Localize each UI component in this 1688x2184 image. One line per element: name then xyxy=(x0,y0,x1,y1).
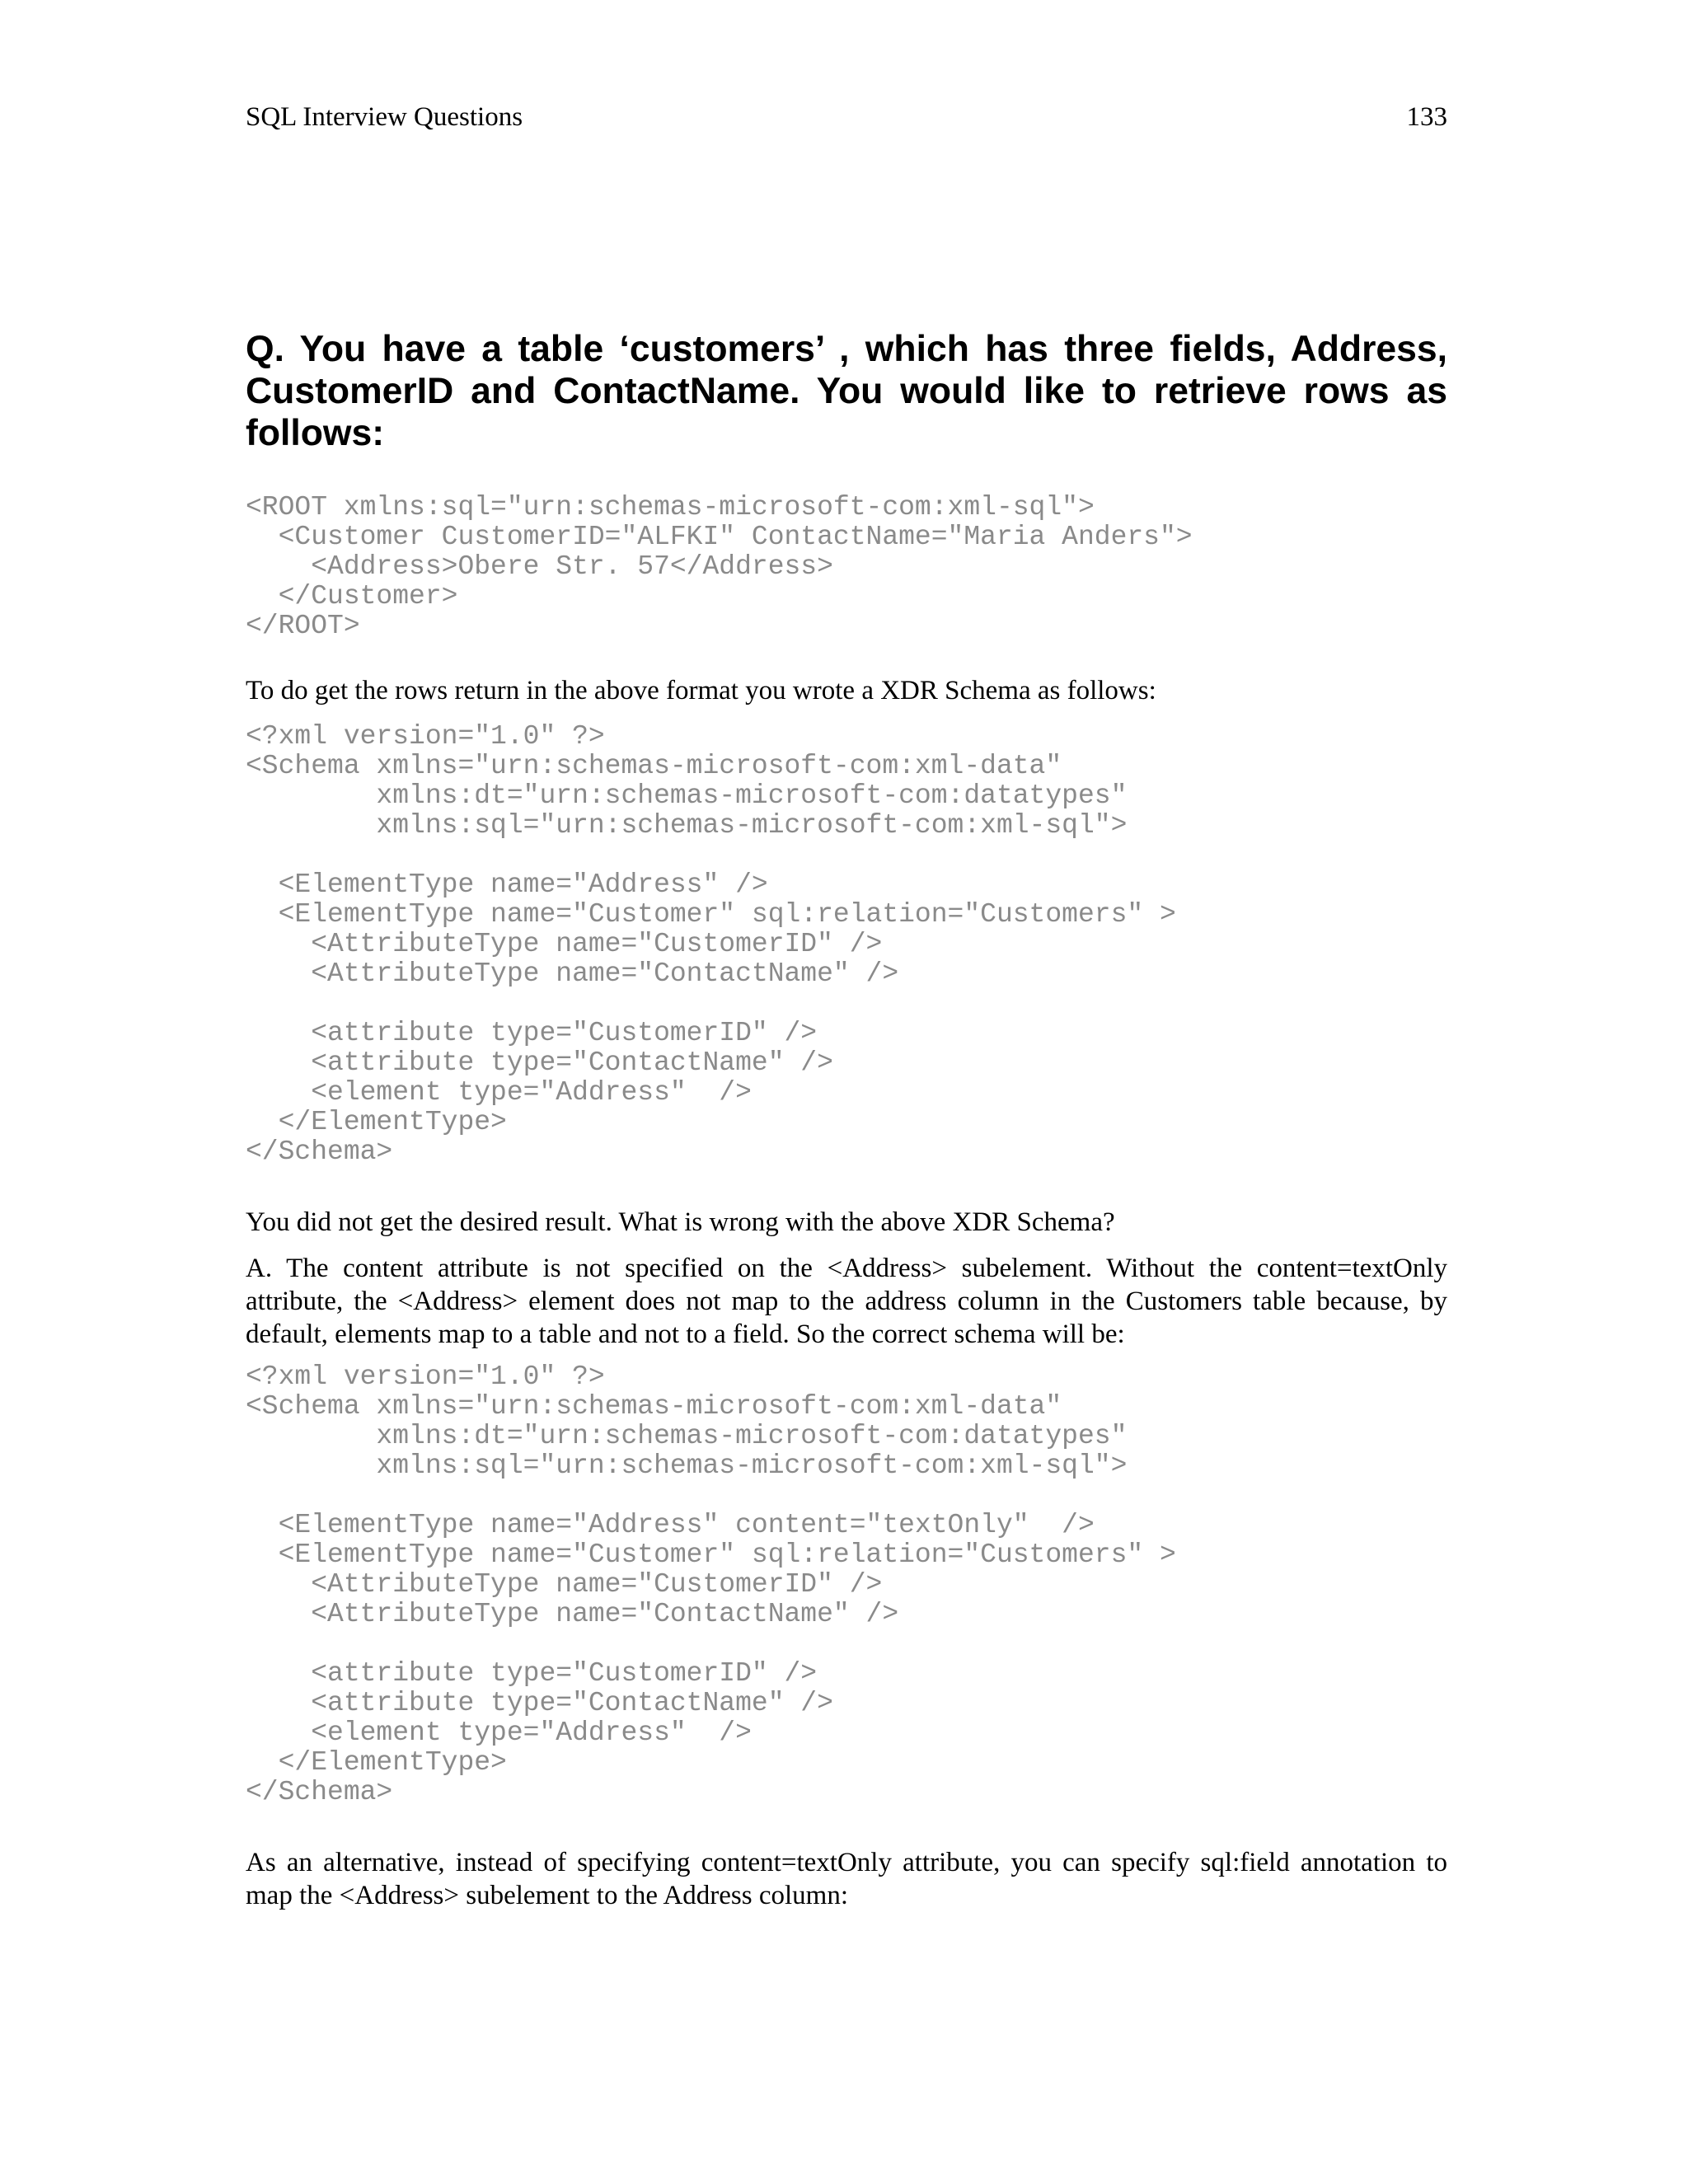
running-header xyxy=(246,99,1447,135)
code-block-schema-correct: <?xml version="1.0" ?> <Schema xmlns="urn:schemas-microsoft-com:xml-data" xmlns:dt="urn:schemas-microsoft-com:datatypes" xmlns:sql="urn:schemas-microsoft-com:xml-sql"> <ElementType name="Address" content="textOnly" /> <ElementType name="Customer" sql:relation="Customers" > <AttributeType name="CustomerID" /> <AttributeType name="ContactName" /> <attribute type="CustomerID" /> <attribute type="ContactName" /> <element type="Address" /> </ElementType> </Schema> xyxy=(246,1361,1176,1807)
question-heading: Q. You have a table ‘customers’ , which has three fields, Address, CustomerID and ContactName. You would like to retrieve rows as follows: xyxy=(246,329,1447,453)
code-block-schema-wrong: <?xml version="1.0" ?> <Schema xmlns="urn:schemas-microsoft-com:xml-data" xmlns:dt="urn:schemas-microsoft-com:datatypes" xmlns:sql="urn:schemas-microsoft-com:xml-sql"> <ElementType name="Address" /> <ElementType name="Customer" sql:relation="Customers" > <AttributeType name="CustomerID" /> <AttributeType name="ContactName" /> <attribute type="CustomerID" /> <attribute type="ContactName" /> <element type="Address" /> </ElementType> </Schema> xyxy=(246,721,1176,1167)
page-number: 133 xyxy=(1406,102,1447,132)
answer-paragraph: A. The content attribute is not specified on the <Address> subelement. Without the content=textOnly attribute, the <Address> element does not map to the address column in the Customers table because, by default, elements map to a table and not to a field. So the correct schema will be: xyxy=(246,1254,1447,1349)
intro-paragraph: To do get the rows return in the above format you wrote a XDR Schema as follows: xyxy=(246,676,1156,705)
problem-paragraph: You did not get the desired result. What is wrong with the above XDR Schema? xyxy=(246,1207,1115,1237)
alternative-paragraph: As an alternative, instead of specifying content=textOnly attribute, you can specify sql:field annotation to map the <Address> subelement to the Address column: xyxy=(246,1848,1447,1910)
book-title: SQL Interview Questions xyxy=(246,102,523,132)
code-block-sample-output: <ROOT xmlns:sql="urn:schemas-microsoft-com:xml-sql"> <Customer CustomerID="ALFKI" ContactName="Maria Anders"> <Address>Obere Str. 57</Address> </Customer> </ROOT> xyxy=(246,492,1193,641)
